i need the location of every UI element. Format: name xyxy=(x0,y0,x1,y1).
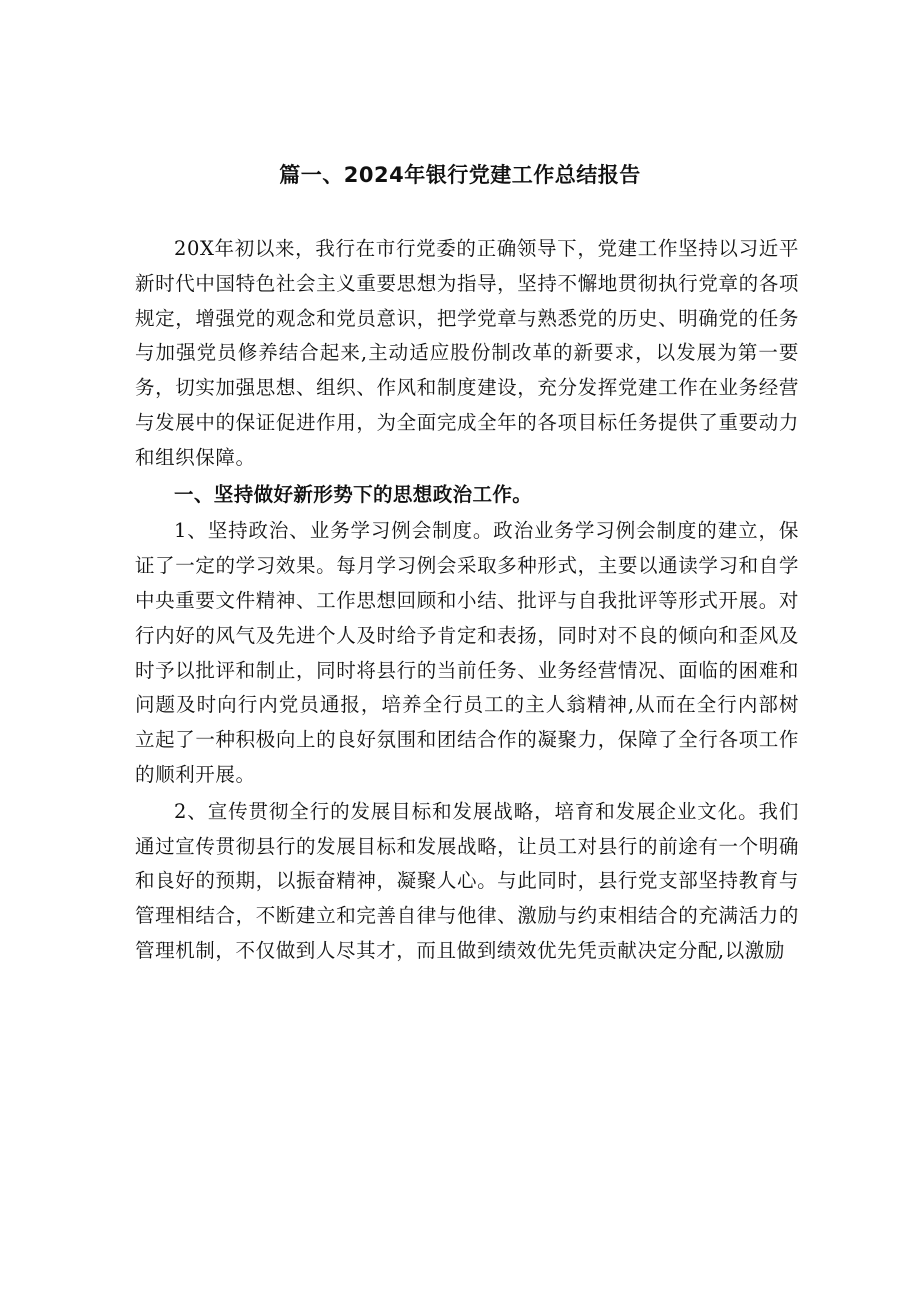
document-body xyxy=(135,232,799,969)
item-2-paragraph: 2、宣传贯彻全行的发展目标和发展战略，培育和发展企业文化。我们通过宣传贯彻县行的发展目标和发展战略，让员工对县行的前途有一个明确和良好的预期，以振奋精神，凝聚人心。与此同时，县行党支部坚持教育与管理相结合，不断建立和完善自律与他律、激励与约束相结合的充满活力的管理机制，不仅做到人尽其才，而且做到绩效优先凭贡献决定分配,以激励 xyxy=(135,799,799,962)
item-1-paragraph: 1、坚持政治、业务学习例会制度。政治业务学习例会制度的建立，保证了一定的学习效果。每月学习例会采取多种形式，主要以通读学习和自学中央重要文件精神、工作思想回顾和小结、批评与自我批评等形式开展。对行内好的风气及先进个人及时给予肯定和表扬，同时对不良的倾向和歪风及时予以批评和制止，同时将县行的当前任务、业务经营情况、面临的困难和问题及时向行内党员通报，培养全行员工的主人翁精神,从而在全行内部树立起了一种积极向上的良好氛围和团结合作的凝聚力，保障了全行各项工作的顺利开展。 xyxy=(135,519,799,786)
section-heading: 一、坚持做好新形势下的思想政治工作。 xyxy=(174,482,533,506)
document-title: 篇一、2024年银行党建工作总结报告 xyxy=(279,163,641,187)
intro-paragraph: 20X年初以来，我行在市行党委的正确领导下，党建工作坚持以习近平新时代中国特色社会主义重要思想为指导，坚持不懈地贯彻执行党章的各项规定，增强党的观念和党员意识，把学党章与熟悉党的历史、明确党的任务与加强党员修养结合起来,主动适应股份制改革的新要求，以发展为第一要务，切实加强思想、组织、作风和制度建设，充分发挥党建工作在业务经营与发展中的保证促进作用，为全面完成全年的各项目标任务提供了重要动力和组织保障。 xyxy=(135,237,799,469)
